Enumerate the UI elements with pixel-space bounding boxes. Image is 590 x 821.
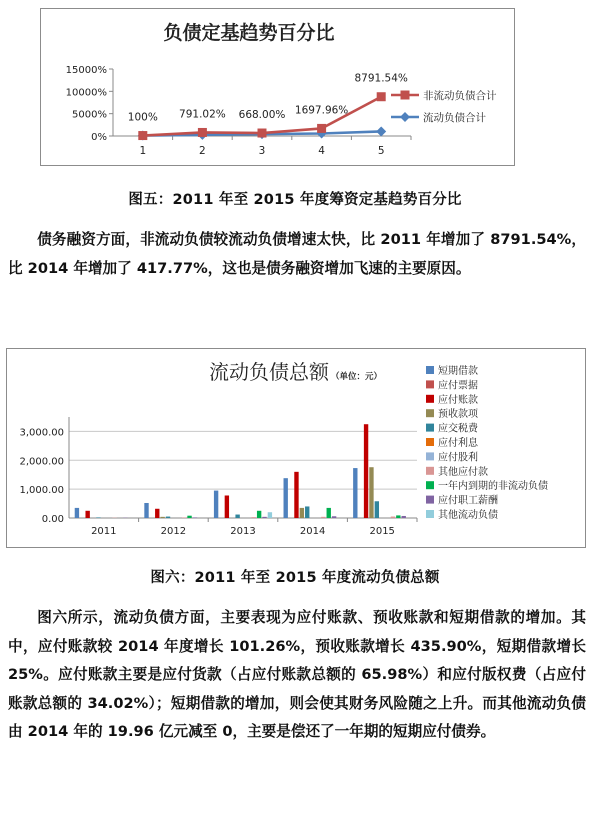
bar bbox=[332, 516, 336, 518]
bar bbox=[402, 516, 406, 518]
legend-label: 短期借款 bbox=[438, 366, 478, 377]
bar bbox=[327, 508, 331, 518]
data-point bbox=[317, 124, 326, 133]
bar bbox=[75, 508, 79, 518]
legend-swatch bbox=[426, 438, 434, 446]
legend-label: 非流动负债合计 bbox=[423, 90, 497, 102]
bar bbox=[353, 468, 357, 518]
x-tick-label: 2015 bbox=[369, 526, 395, 537]
legend-label: 应付职工薪酬 bbox=[438, 495, 498, 507]
legend-swatch bbox=[426, 452, 434, 460]
legend-label: 其他流动负债 bbox=[438, 510, 498, 521]
data-label: 1697.96% bbox=[294, 104, 349, 117]
legend-label: 一年内到期的非流动负债 bbox=[438, 481, 548, 493]
bar bbox=[225, 495, 229, 518]
bar bbox=[214, 491, 218, 518]
y-tick-label: 3,000.00 bbox=[19, 427, 64, 439]
bar bbox=[294, 472, 298, 518]
data-label: 791.02% bbox=[179, 108, 226, 121]
legend-swatch bbox=[426, 380, 434, 388]
y-tick-label: 10000% bbox=[65, 87, 107, 99]
chart-unit-note: （单位：元） bbox=[331, 372, 383, 382]
current-liabilities-bar-chart-svg bbox=[7, 349, 587, 549]
bar bbox=[262, 517, 266, 518]
legend-swatch bbox=[426, 467, 434, 475]
bar bbox=[160, 517, 164, 518]
x-tick-label: 1 bbox=[139, 145, 147, 157]
data-point bbox=[377, 92, 386, 101]
data-point bbox=[258, 129, 267, 138]
bar bbox=[144, 503, 148, 518]
x-tick-label: 2011 bbox=[91, 526, 117, 537]
bar bbox=[364, 424, 368, 518]
current-liabilities-bar-chart bbox=[6, 348, 586, 548]
y-tick-label: 2,000.00 bbox=[19, 456, 64, 468]
x-tick-label: 2012 bbox=[160, 526, 187, 537]
data-label: 8791.54% bbox=[354, 72, 408, 85]
y-tick-label: 0% bbox=[91, 132, 107, 143]
legend-swatch-marker bbox=[400, 112, 410, 122]
x-tick-label: 2 bbox=[199, 145, 206, 157]
x-tick-label: 4 bbox=[318, 145, 325, 157]
paragraph-current-liabilities: 图六所示，流动负债方面，主要表现为应付账款、预收账款和短期借款的增加。其中，应付账款较 2014 年度增长 101.26%，预收账款增长 435.90%，短期借款增长 25%。应付账款主要是应付货款（占应付账款总额的 65.98%）和应付版权费（占应付账款总额的 34.02%）；短期借款的增加，则会使其财务风险随之上升。而其他流动负债由 2014 年的 19.96 亿元减至 0，主要是偿还了一年期的短期应付债券。 bbox=[8, 609, 586, 740]
bar bbox=[257, 511, 261, 518]
chart-title: 负债定基趋势百分比 bbox=[163, 22, 335, 44]
bar bbox=[235, 515, 239, 518]
legend-label: 应付账款 bbox=[438, 394, 478, 406]
x-tick-label: 3 bbox=[258, 145, 266, 157]
trend-line-chart bbox=[40, 8, 515, 166]
bar bbox=[182, 517, 186, 518]
bar bbox=[284, 478, 288, 518]
data-label: 668.00% bbox=[238, 109, 286, 122]
y-tick-label: 1,000.00 bbox=[19, 485, 64, 497]
bar bbox=[252, 517, 256, 518]
legend-swatch bbox=[426, 366, 434, 374]
legend-label: 应付票据 bbox=[438, 380, 478, 392]
bar bbox=[187, 516, 191, 518]
figure-5-caption: 图五：2011 年至 2015 年度筹资定基趋势百分比 bbox=[128, 192, 462, 208]
bar bbox=[375, 501, 379, 518]
bar bbox=[300, 508, 304, 518]
legend-swatch bbox=[426, 424, 434, 432]
chart-title: 流动负债总额 bbox=[209, 360, 329, 384]
x-tick-label: 2014 bbox=[299, 526, 326, 537]
legend-label: 应交税费 bbox=[438, 423, 478, 435]
x-tick-label: 5 bbox=[377, 145, 385, 157]
bar bbox=[166, 517, 170, 518]
legend-label: 应付股利 bbox=[438, 452, 478, 464]
legend-swatch bbox=[426, 496, 434, 504]
bar bbox=[193, 517, 197, 518]
data-point bbox=[376, 126, 386, 136]
legend-label: 其他应付款 bbox=[438, 466, 488, 478]
y-tick-label: 0.00 bbox=[41, 514, 64, 525]
legend-swatch bbox=[426, 481, 434, 489]
bar bbox=[155, 509, 159, 518]
bar bbox=[321, 517, 325, 518]
y-tick-label: 5000% bbox=[72, 109, 107, 121]
legend-swatch bbox=[426, 395, 434, 403]
bar bbox=[396, 515, 400, 518]
trend-line-chart-svg bbox=[41, 9, 516, 167]
bar bbox=[268, 512, 272, 518]
bar bbox=[85, 511, 89, 518]
figure-6-caption: 图六：2011 年至 2015 年度流动负债总额 bbox=[150, 570, 440, 586]
bar bbox=[305, 506, 309, 518]
legend-swatch-marker bbox=[401, 91, 410, 100]
legend-swatch bbox=[426, 409, 434, 417]
data-point bbox=[138, 131, 147, 140]
legend-label: 应付利息 bbox=[438, 438, 478, 449]
y-tick-label: 15000% bbox=[65, 65, 107, 76]
legend-label: 预收款项 bbox=[438, 409, 478, 421]
data-point bbox=[198, 128, 207, 137]
legend-label: 流动负债合计 bbox=[423, 112, 486, 124]
legend-swatch bbox=[426, 510, 434, 518]
x-tick-label: 2013 bbox=[230, 526, 256, 537]
data-label: 100% bbox=[127, 111, 158, 124]
paragraph-debt-financing: 债务融资方面，非流动负债较流动负债增速太快，比 2011 年增加了 8791.54%，比 2014 年增加了 417.77%，这也是债务融资增加飞速的主要原因。 bbox=[8, 231, 586, 277]
bar bbox=[391, 517, 395, 518]
bar bbox=[96, 517, 100, 518]
bar bbox=[369, 467, 373, 518]
